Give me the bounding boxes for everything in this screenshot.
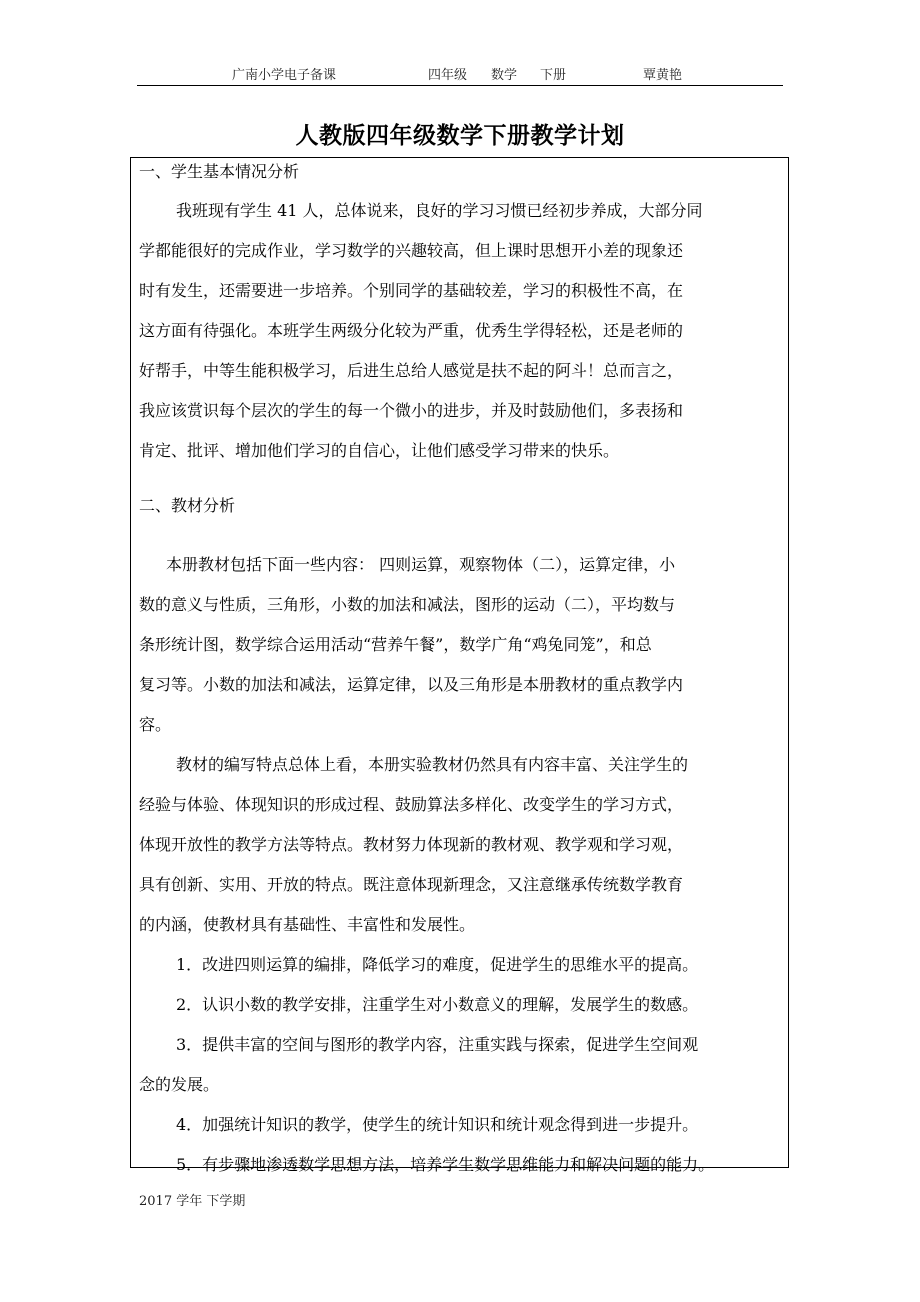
section2-para2-line: 的内涵，使教材具有基础性、丰富性和发展性。 [139,915,476,934]
header-subject: 数学 [491,68,518,83]
header-author: 覃黄艳 [643,68,683,83]
section2-heading: 二、教材分析 [139,496,236,515]
section2-point: 1．改进四则运算的编排，降低学习的难度，促进学生的思维水平的提高。 [176,955,699,974]
section2-para2-line: 教材的编写特点总体上看，本册实验教材仍然具有内容丰富、关注学生的 [176,755,689,774]
section1-line: 好帮手，中等生能积极学习，后进生总给人感觉是扶不起的阿斗！总而言之， [139,361,684,380]
section1-line: 这方面有待强化。本班学生两级分化较为严重，优秀生学得轻松，还是老师的 [139,321,684,340]
header-volume: 下册 [540,68,567,83]
section1-line: 我应该赏识每个层次的学生的每一个微小的进步，并及时鼓励他们，多表扬和 [139,401,684,420]
section1-line: 时有发生，还需要进一步培养。个别同学的基础较差，学习的积极性不高，在 [139,281,684,300]
header-grade: 四年级 [428,68,468,83]
header-school: 广南小学电子备课 [232,68,337,83]
section2-para1-line: 容。 [139,715,172,734]
section2-para1-line: 条形统计图，数学综合运用活动“营养午餐”，数学广角“鸡兔同笼”，和总 [139,635,652,654]
section1-line: 肯定、批评、增加他们学习的自信心，让他们感受学习带来的快乐。 [139,441,620,460]
plan-content [139,157,789,1185]
spacer [139,471,789,491]
section2-para1-line: 数的意义与性质，三角形，小数的加法和减法，图形的运动（二），平均数与 [139,595,676,614]
section2-para2-line: 体现开放性的教学方法等特点。教材努力体现新的教材观、教学观和学习观， [139,835,684,854]
section1-heading: 一、学生基本情况分析 [139,162,300,181]
section1-line: 学都能很好的完成作业，学习数学的兴趣较高，但上课时思想开小差的现象还 [139,241,684,260]
section2-point: 2．认识小数的教学安排，注重学生对小数意义的理解，发展学生的数感。 [176,995,699,1014]
spacer [139,525,789,545]
section2-para1-line: 本册教材包括下面一些内容： 四则运算，观察物体（二），运算定律，小 [166,555,676,574]
document-title: 人教版四年级数学下册教学计划 [295,123,625,149]
section2-para2-line: 经验与体验、体现知识的形成过程、鼓励算法多样化、改变学生的学习方式， [139,795,684,814]
section2-point: 3．提供丰富的空间与图形的教学内容，注重实践与探索，促进学生空间观 [176,1035,699,1054]
section2-point: 5．有步骤地渗透数学思想方法，培养学生数学思维能力和解决问题的能力。 [176,1155,715,1174]
section2-para2-line: 具有创新、实用、开放的特点。既注意体现新理念，又注意继承传统数学教育 [139,875,684,894]
page-footer: 2017 学年 下学期 [139,1194,246,1209]
section1-line: 我班现有学生 41 人，总体说来，良好的学习习惯已经初步养成，大部分同 [176,201,703,220]
header-rule [137,85,783,86]
page-header [0,64,920,86]
section2-point: 4．加强统计知识的教学，使学生的统计知识和统计观念得到进一步提升。 [176,1115,699,1134]
section2-para1-line: 复习等。小数的加法和减法，运算定律，以及三角形是本册教材的重点教学内 [139,675,684,694]
section2-point: 念的发展。 [139,1075,220,1094]
